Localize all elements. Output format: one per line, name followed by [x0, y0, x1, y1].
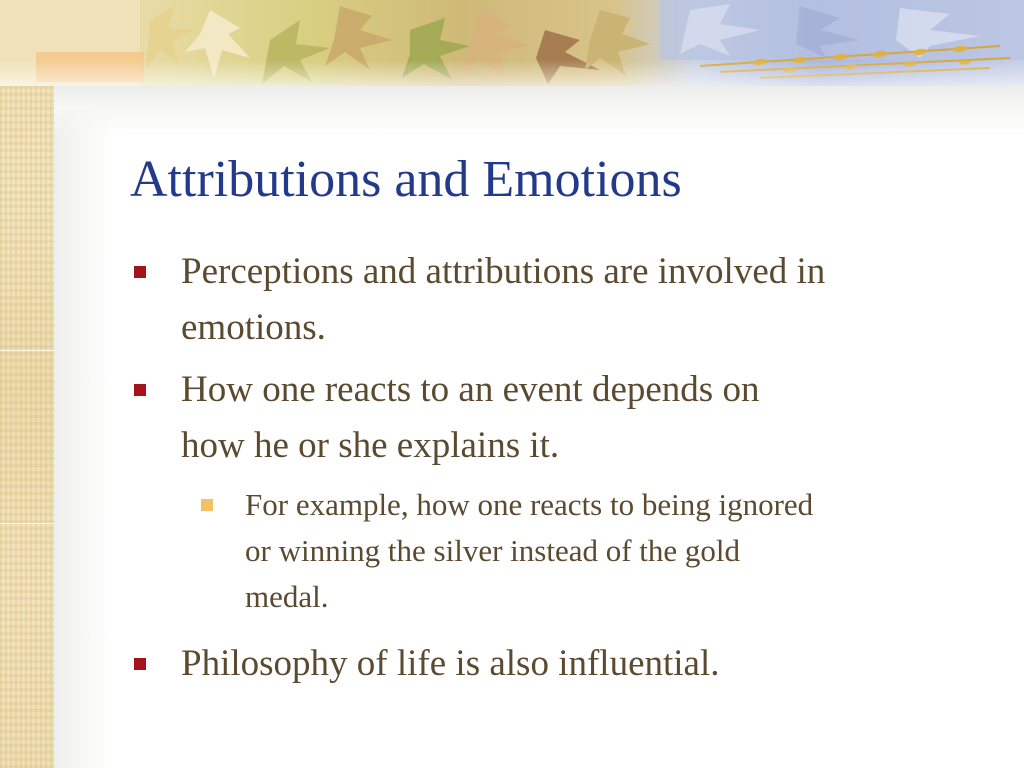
parchment-strip-decoration — [0, 0, 54, 768]
bullet-text-line: Perceptions and attributions are involved in — [181, 251, 826, 292]
bullet-text-line: How one reacts to an event depends on — [181, 369, 760, 410]
sub-bullet-text-line: For example, how one reacts to being ignored — [245, 487, 814, 522]
bullet-item — [181, 362, 1001, 474]
square-sub-bullet-icon — [201, 499, 213, 511]
bullet-item — [181, 244, 1001, 356]
square-bullet-icon — [134, 266, 146, 278]
slide-title: Attributions and Emotions — [130, 151, 682, 208]
bullet-text-line: how he or she explains it. — [181, 425, 560, 466]
bullet-text-line: Philosophy of life is also influential. — [181, 643, 720, 684]
sub-bullet-item — [245, 482, 1005, 620]
bullet-text-line: emotions. — [181, 307, 326, 348]
autumn-leaves-banner — [0, 0, 1024, 86]
bullet-item — [181, 636, 1001, 692]
sub-bullet-text-line: or winning the silver instead of the gold — [245, 533, 741, 568]
sub-bullet-text-line: medal. — [245, 579, 329, 614]
banner-shadow-decoration — [54, 86, 1024, 136]
square-bullet-icon — [134, 658, 146, 670]
square-bullet-icon — [134, 384, 146, 396]
